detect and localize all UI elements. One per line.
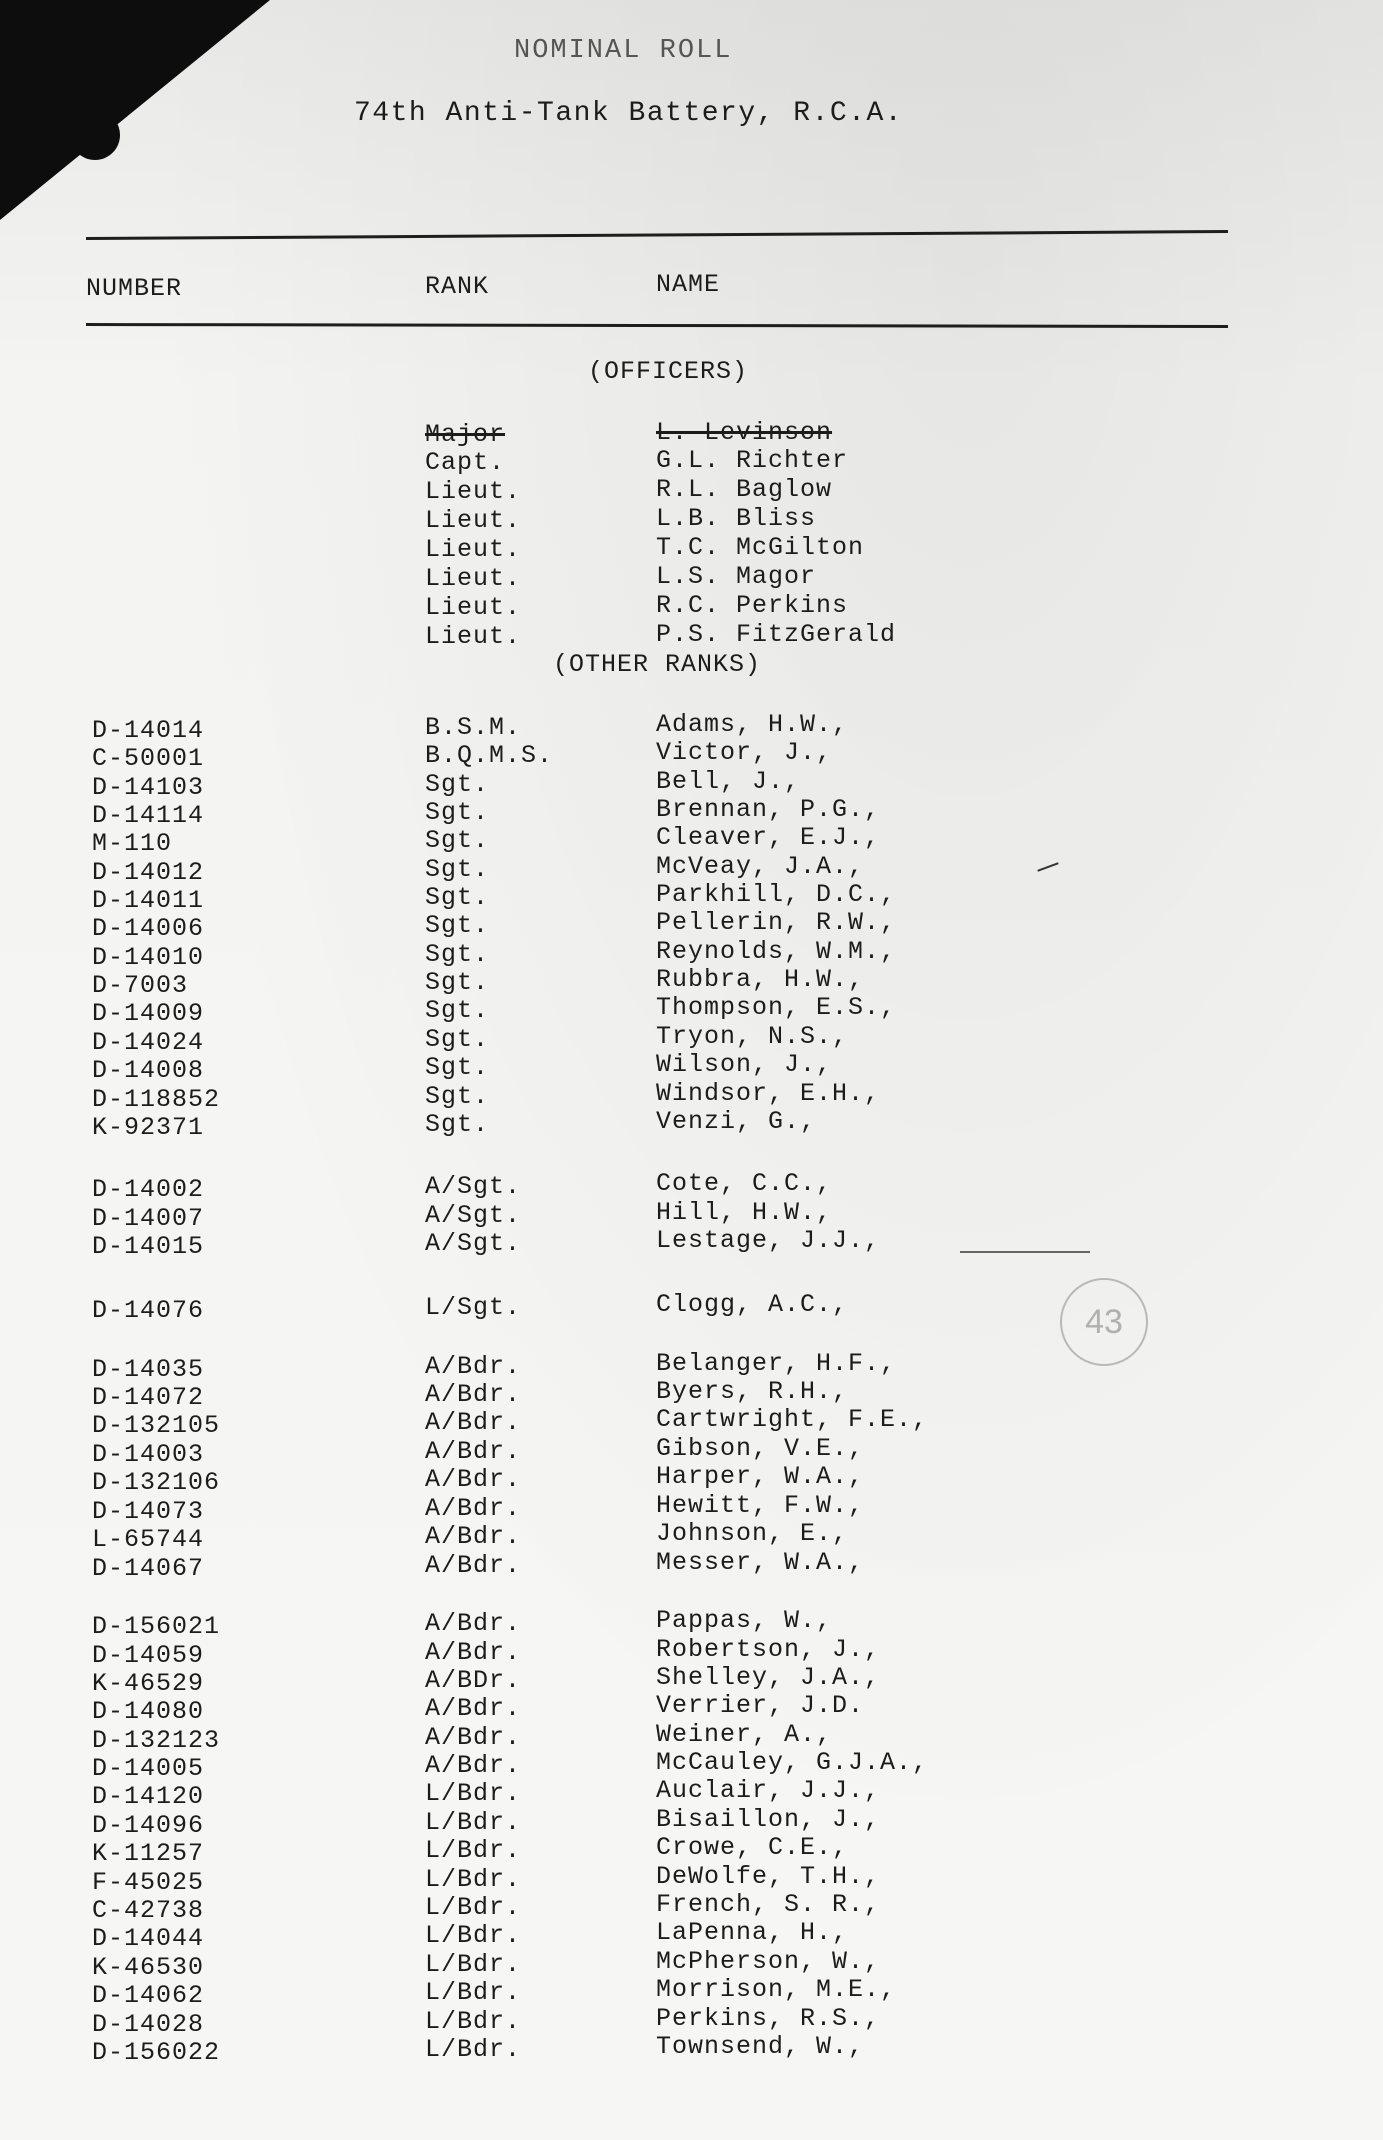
rank: Sgt. bbox=[425, 940, 490, 969]
rank: A/Bdr. bbox=[425, 1408, 522, 1437]
soldier-name: Verrier, J.D. bbox=[656, 1691, 865, 1720]
officer-name: L.B. Bliss bbox=[656, 504, 817, 533]
soldier-name: Auclair, J.J., bbox=[656, 1776, 881, 1805]
rank: L/Bdr. bbox=[425, 1779, 522, 1808]
column-header-number: NUMBER bbox=[86, 274, 183, 303]
officer-rank: Capt. bbox=[425, 448, 506, 477]
soldier-name: Crowe, C.E., bbox=[656, 1833, 849, 1862]
officer-name: T.C. McGilton bbox=[656, 533, 865, 562]
soldier-name: Harper, W.A., bbox=[656, 1462, 865, 1491]
soldier-name: Parkhill, D.C., bbox=[656, 880, 897, 909]
service-number: K-92371 bbox=[92, 1113, 205, 1142]
officer-rank: Major bbox=[425, 420, 506, 449]
rank: L/Bdr. bbox=[425, 1950, 522, 1979]
rank: Sgt. bbox=[425, 996, 490, 1025]
pen-mark bbox=[1037, 862, 1058, 871]
rank: L/Bdr. bbox=[425, 2007, 522, 2036]
document-title: NOMINAL ROLL bbox=[514, 36, 733, 66]
service-number: D-14073 bbox=[92, 1497, 205, 1526]
rank: L/Bdr. bbox=[425, 1865, 522, 1894]
service-number: D-14003 bbox=[92, 1440, 205, 1469]
service-number: D-14028 bbox=[92, 2010, 205, 2039]
rank: Sgt. bbox=[425, 968, 490, 997]
service-number: K-11257 bbox=[92, 1839, 205, 1868]
service-number: D-14114 bbox=[92, 801, 205, 830]
officer-name: P.S. FitzGerald bbox=[656, 620, 897, 649]
column-header-rank: RANK bbox=[425, 272, 490, 301]
service-number: D-14008 bbox=[92, 1056, 205, 1085]
soldier-name: Pappas, W., bbox=[656, 1606, 833, 1635]
soldier-name: LaPenna, H., bbox=[656, 1918, 849, 1947]
service-number: D-14059 bbox=[92, 1641, 205, 1670]
rank: A/BDr. bbox=[425, 1666, 522, 1695]
service-number: D-14103 bbox=[92, 773, 205, 802]
rank: A/Bdr. bbox=[425, 1638, 522, 1667]
rank: A/Bdr. bbox=[425, 1380, 522, 1409]
service-number: D-14011 bbox=[92, 886, 205, 915]
rank: Sgt. bbox=[425, 770, 490, 799]
service-number: K-46530 bbox=[92, 1953, 205, 1982]
service-number: D-14024 bbox=[92, 1028, 205, 1057]
soldier-name: Robertson, J., bbox=[656, 1635, 881, 1664]
soldier-name: Pellerin, R.W., bbox=[656, 908, 897, 937]
service-number: D-7003 bbox=[92, 971, 189, 1000]
header-bottom-rule bbox=[86, 323, 1228, 328]
rank: L/Bdr. bbox=[425, 1808, 522, 1837]
service-number: D-14014 bbox=[92, 716, 205, 745]
service-number: L-65744 bbox=[92, 1525, 205, 1554]
section-heading-officers: (OFFICERS) bbox=[588, 357, 749, 386]
rank: L/Bdr. bbox=[425, 1893, 522, 1922]
soldier-name: Townsend, W., bbox=[656, 2032, 865, 2061]
soldier-name: Johnson, E., bbox=[656, 1519, 849, 1548]
service-number: M-110 bbox=[92, 829, 173, 858]
rank: A/Sgt. bbox=[425, 1201, 522, 1230]
pen-mark bbox=[960, 1251, 1090, 1253]
officer-name: L.S. Magor bbox=[656, 562, 817, 591]
soldier-name: Byers, R.H., bbox=[656, 1377, 849, 1406]
soldier-name: McPherson, W., bbox=[656, 1947, 881, 1976]
service-number: D-14062 bbox=[92, 1981, 205, 2010]
rank: A/Bdr. bbox=[425, 1437, 522, 1466]
service-number: D-14096 bbox=[92, 1811, 205, 1840]
officer-rank: Lieut. bbox=[425, 564, 522, 593]
rank: A/Bdr. bbox=[425, 1751, 522, 1780]
service-number: F-45025 bbox=[92, 1868, 205, 1897]
soldier-name: McCauley, G.J.A., bbox=[656, 1748, 929, 1777]
officer-name: G.L. Richter bbox=[656, 446, 849, 475]
soldier-name: Cartwright, F.E., bbox=[656, 1405, 929, 1434]
service-number: D-14002 bbox=[92, 1175, 205, 1204]
rank: Sgt. bbox=[425, 855, 490, 884]
rank: Sgt. bbox=[425, 1110, 490, 1139]
soldier-name: Messer, W.A., bbox=[656, 1548, 865, 1577]
soldier-name: Rubbra, H.W., bbox=[656, 965, 865, 994]
column-header-name: NAME bbox=[656, 270, 721, 299]
soldier-name: Brennan, P.G., bbox=[656, 795, 881, 824]
soldier-name: McVeay, J.A., bbox=[656, 852, 865, 881]
rank: Sgt. bbox=[425, 1053, 490, 1082]
soldier-name: Morrison, M.E., bbox=[656, 1975, 897, 2004]
rank: A/Bdr. bbox=[425, 1465, 522, 1494]
header-top-rule bbox=[86, 230, 1228, 240]
soldier-name: Gibson, V.E., bbox=[656, 1434, 865, 1463]
soldier-name: Cote, C.C., bbox=[656, 1169, 833, 1198]
rank: A/Sgt. bbox=[425, 1229, 522, 1258]
service-number: D-14007 bbox=[92, 1204, 205, 1233]
service-number: D-14006 bbox=[92, 914, 205, 943]
soldier-name: DeWolfe, T.H., bbox=[656, 1862, 881, 1891]
soldier-name: Victor, J., bbox=[656, 738, 833, 767]
rank: Sgt. bbox=[425, 883, 490, 912]
rank: L/Bdr. bbox=[425, 1921, 522, 1950]
soldier-name: Windsor, E.H., bbox=[656, 1079, 881, 1108]
rank: A/Bdr. bbox=[425, 1494, 522, 1523]
service-number: C-42738 bbox=[92, 1896, 205, 1925]
service-number: D-156022 bbox=[92, 2038, 221, 2067]
soldier-name: Bisaillon, J., bbox=[656, 1805, 881, 1834]
service-number: D-132106 bbox=[92, 1468, 221, 1497]
service-number: D-14120 bbox=[92, 1782, 205, 1811]
soldier-name: Hill, H.W., bbox=[656, 1198, 833, 1227]
rank: Sgt. bbox=[425, 1025, 490, 1054]
soldier-name: Weiner, A., bbox=[656, 1720, 833, 1749]
soldier-name: Reynolds, W.M., bbox=[656, 937, 897, 966]
torn-corner bbox=[0, 0, 270, 220]
service-number: D-156021 bbox=[92, 1612, 221, 1641]
service-number: D-14067 bbox=[92, 1554, 205, 1583]
service-number: D-14005 bbox=[92, 1754, 205, 1783]
rank: B.S.M. bbox=[425, 713, 522, 742]
soldier-name: Thompson, E.S., bbox=[656, 993, 897, 1022]
service-number: D-14076 bbox=[92, 1296, 205, 1325]
service-number: D-132105 bbox=[92, 1411, 221, 1440]
service-number: D-14080 bbox=[92, 1697, 205, 1726]
service-number: D-14072 bbox=[92, 1383, 205, 1412]
rank: L/Bdr. bbox=[425, 1978, 522, 2007]
rank: Sgt. bbox=[425, 1082, 490, 1111]
rank: A/Bdr. bbox=[425, 1551, 522, 1580]
rank: A/Bdr. bbox=[425, 1609, 522, 1638]
document-subtitle: 74th Anti-Tank Battery, R.C.A. bbox=[354, 98, 904, 129]
service-number: D-14010 bbox=[92, 943, 205, 972]
rank: L/Bdr. bbox=[425, 1836, 522, 1865]
soldier-name: Adams, H.W., bbox=[656, 710, 849, 739]
soldier-name: Shelley, J.A., bbox=[656, 1663, 881, 1692]
soldier-name: Cleaver, E.J., bbox=[656, 823, 881, 852]
rank: A/Bdr. bbox=[425, 1522, 522, 1551]
soldier-name: Wilson, J., bbox=[656, 1050, 833, 1079]
officer-name: L. Levinson bbox=[656, 418, 833, 447]
officer-rank: Lieut. bbox=[425, 535, 522, 564]
service-number: D-14012 bbox=[92, 858, 205, 887]
service-number: D-14044 bbox=[92, 1924, 205, 1953]
service-number: D-14035 bbox=[92, 1355, 205, 1384]
soldier-name: Bell, J., bbox=[656, 767, 801, 796]
rank: Sgt. bbox=[425, 798, 490, 827]
officer-rank: Lieut. bbox=[425, 506, 522, 535]
officer-name: R.C. Perkins bbox=[656, 591, 849, 620]
rank: A/Sgt. bbox=[425, 1172, 522, 1201]
officer-rank: Lieut. bbox=[425, 622, 522, 651]
rank: B.Q.M.S. bbox=[425, 741, 554, 770]
section-heading-other-ranks: (OTHER RANKS) bbox=[553, 650, 762, 679]
officer-rank: Lieut. bbox=[425, 477, 522, 506]
rank: A/Bdr. bbox=[425, 1352, 522, 1381]
rank: L/Bdr. bbox=[425, 2035, 522, 2064]
service-number: K-46529 bbox=[92, 1669, 205, 1698]
soldier-name: Belanger, H.F., bbox=[656, 1349, 897, 1378]
service-number: C-50001 bbox=[92, 744, 205, 773]
rank: Sgt. bbox=[425, 911, 490, 940]
officer-name: R.L. Baglow bbox=[656, 475, 833, 504]
service-number: D-132123 bbox=[92, 1726, 221, 1755]
rank: A/Bdr. bbox=[425, 1723, 522, 1752]
soldier-name: Perkins, R.S., bbox=[656, 2004, 881, 2033]
margin-annotation: 43 bbox=[1060, 1278, 1148, 1366]
service-number: D-14009 bbox=[92, 999, 205, 1028]
soldier-name: Hewitt, F.W., bbox=[656, 1491, 865, 1520]
rank: Sgt. bbox=[425, 826, 490, 855]
soldier-name: Clogg, A.C., bbox=[656, 1290, 849, 1319]
soldier-name: Lestage, J.J., bbox=[656, 1226, 881, 1255]
officer-rank: Lieut. bbox=[425, 593, 522, 622]
service-number: D-14015 bbox=[92, 1232, 205, 1261]
rank: A/Bdr. bbox=[425, 1694, 522, 1723]
rank: L/Sgt. bbox=[425, 1293, 522, 1322]
ink-blot bbox=[70, 110, 120, 160]
soldier-name: Venzi, G., bbox=[656, 1107, 817, 1136]
service-number: D-118852 bbox=[92, 1085, 221, 1114]
soldier-name: Tryon, N.S., bbox=[656, 1022, 849, 1051]
soldier-name: French, S. R., bbox=[656, 1890, 881, 1919]
